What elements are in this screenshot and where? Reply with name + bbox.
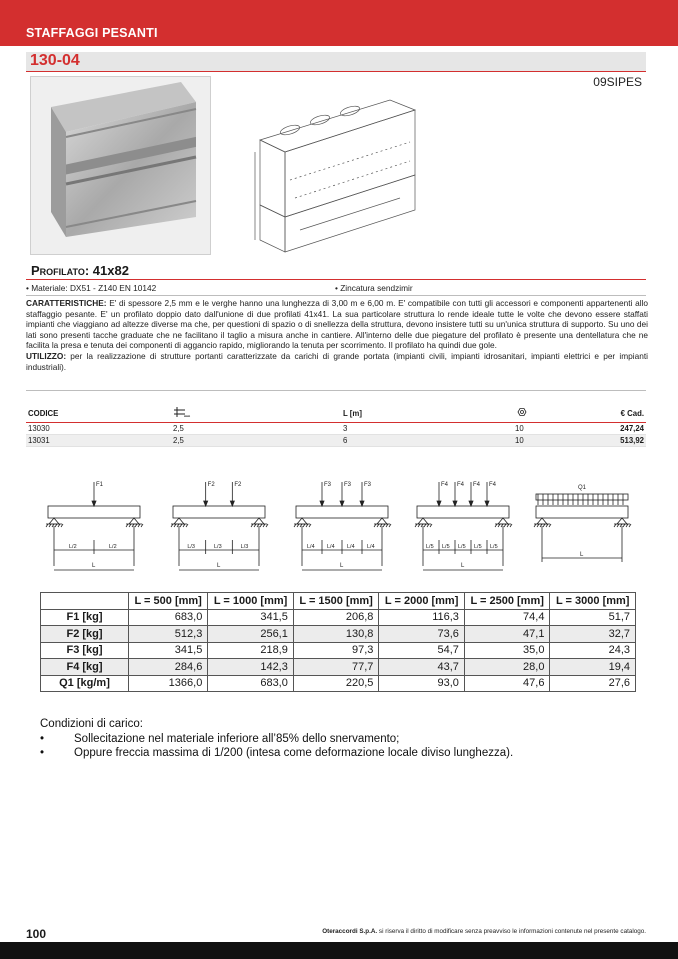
force-label: F2	[207, 482, 215, 488]
force-label: F3	[324, 482, 332, 488]
load-header-corner	[41, 593, 129, 610]
spec-material: • Materiale: DX51 - Z140 EN 10142	[26, 283, 157, 293]
beam	[536, 506, 628, 518]
table-row	[26, 435, 646, 447]
cell-thickness: 2,5	[171, 423, 341, 435]
load-cell: 32,7	[550, 626, 636, 643]
section-header-bar	[0, 0, 678, 46]
cell-length: 6	[341, 435, 513, 447]
load-cell: 51,7	[550, 609, 636, 626]
load-row-label: Q1 [kg/m]	[41, 675, 129, 692]
load-label: Q1	[578, 485, 587, 491]
load-header-1500: L = 1500 [mm]	[293, 593, 379, 610]
load-cell: 19,4	[550, 659, 636, 676]
load-diagram-q1	[530, 478, 642, 578]
col-code: CODICE	[26, 404, 171, 423]
load-cell: 130,8	[293, 626, 379, 643]
load-row	[41, 626, 636, 643]
profile-heading	[31, 263, 129, 278]
divider	[26, 279, 646, 280]
load-row	[41, 609, 636, 626]
load-cell: 47,1	[464, 626, 550, 643]
cell-price: 247,24	[595, 423, 646, 435]
span-label: L/2	[69, 544, 77, 550]
load-header-3000: L = 3000 [mm]	[550, 593, 636, 610]
load-row-label: F4 [kg]	[41, 659, 129, 676]
span-total-label: L	[92, 563, 96, 569]
load-cell: 43,7	[379, 659, 465, 676]
span-total-label: L	[461, 563, 465, 569]
load-cell: 74,4	[464, 609, 550, 626]
footer-company: Oteraccordi S.p.A.	[322, 928, 378, 935]
load-cell: 142,3	[208, 659, 294, 676]
product-code-bar	[26, 52, 646, 72]
load-diagram-f1	[42, 478, 154, 578]
load-cell: 683,0	[129, 609, 208, 626]
beam	[296, 506, 388, 518]
col-price: € Cad.	[595, 404, 646, 423]
load-cell: 256,1	[208, 626, 294, 643]
product-table	[26, 404, 646, 447]
force-label: F4	[441, 482, 449, 488]
force-label: F4	[473, 482, 481, 488]
span-label: L/2	[109, 544, 117, 550]
load-row-label: F3 [kg]	[41, 642, 129, 659]
load-cell: 73,6	[379, 626, 465, 643]
beam	[48, 506, 140, 518]
load-cell: 341,5	[129, 642, 208, 659]
product-table-header	[26, 404, 646, 423]
profile-label: Profilato:	[31, 263, 90, 278]
usage-label: UTILIZZO:	[26, 350, 67, 361]
span-label: L/4	[367, 544, 375, 550]
span-label: L/5	[426, 544, 434, 550]
cell-price: 513,92	[595, 435, 646, 447]
product-code: 130-04	[30, 52, 80, 69]
load-cell: 35,0	[464, 642, 550, 659]
cell-pack: 10	[513, 435, 595, 447]
load-row	[41, 642, 636, 659]
load-cell: 77,7	[293, 659, 379, 676]
section-title: STAFFAGGI PESANTI	[26, 26, 158, 40]
condition-item: • Sollecitazione nel materiale inferiore all’85% dello snervamento;	[40, 732, 513, 747]
load-cell: 47,6	[464, 675, 550, 692]
load-row	[41, 659, 636, 676]
load-row-label: F1 [kg]	[41, 609, 129, 626]
load-header-1000: L = 1000 [mm]	[208, 593, 294, 610]
force-label: F4	[457, 482, 465, 488]
span-label: L/5	[458, 544, 466, 550]
divider	[26, 390, 646, 391]
load-cell: 512,3	[129, 626, 208, 643]
footer-bar	[0, 942, 678, 959]
load-cell: 220,5	[293, 675, 379, 692]
technical-drawing	[250, 80, 425, 255]
footer-note	[322, 928, 646, 935]
span-label: L/3	[240, 544, 249, 550]
spec-coating: • Zincatura sendzimir	[335, 283, 413, 293]
support-left	[415, 518, 432, 527]
distributed-load	[536, 494, 628, 505]
load-header-500: L = 500 [mm]	[129, 593, 208, 610]
force-label: F1	[96, 482, 104, 488]
support-left	[171, 518, 188, 527]
cell-pack: 10	[513, 423, 595, 435]
cell-thickness: 2,5	[171, 435, 341, 447]
load-diagram-f4	[411, 478, 523, 578]
span-label: L/4	[327, 544, 335, 550]
load-header-2500: L = 2500 [mm]	[464, 593, 550, 610]
span-label: L/3	[214, 544, 222, 550]
product-photo	[30, 76, 211, 255]
load-diagram-f3	[290, 478, 402, 578]
load-conditions	[40, 717, 513, 761]
load-header-2000: L = 2000 [mm]	[379, 593, 465, 610]
span-total-label: L	[340, 563, 344, 569]
cell-code: 13030	[26, 423, 171, 435]
beam	[173, 506, 265, 518]
features-text: E' di spessore 2,5 mm e le verghe hanno una lunghezza di 3,00 m e 6,00 m. E' compatibile con tutti gli accessori e componenti appartenenti allo staffaggio pesante. E' un profilato doppio dato dall'unione di due profilati 41x41. La sua particolare struttura lo rende ideale tutte le volte che devono essere staffati impianti che viaggiano ad altezze diverse ma che, per questioni di spazio o di snellezza della struttura, devono insistere tutti su un'unica struttura di supporto. Su uno dei lati sono presenti tacche graduate che ne facilitano il taglio a misura anche in cantiere. All'interno delle due piegature del profilato è presente una dentellatura che ne facilita la presa e tenuta dei componenti di aggancio rapido, migliorando la tenuta per scorrimento. Il profilato ha quindi due gole.	[26, 298, 648, 351]
support-right	[251, 518, 268, 527]
load-cell: 93,0	[379, 675, 465, 692]
page-number: 100	[26, 927, 47, 941]
support-right	[495, 518, 512, 527]
load-cell: 284,6	[129, 659, 208, 676]
load-cell: 27,6	[550, 675, 636, 692]
package-icon	[513, 404, 595, 423]
load-cell: 24,3	[550, 642, 636, 659]
table-row	[26, 423, 646, 435]
support-right	[374, 518, 391, 527]
load-table-header	[41, 593, 636, 610]
cell-length: 3	[341, 423, 513, 435]
usage-text: per la realizzazione di strutture portanti caratterizzate da carichi di grande portata (impianti civili, impianti idrosanitari, impianti elettrici e per impianti industriali).	[26, 350, 648, 372]
load-cell: 683,0	[208, 675, 294, 692]
load-cell: 206,8	[293, 609, 379, 626]
load-row-label: F2 [kg]	[41, 626, 129, 643]
product-sku: 09SIPES	[593, 75, 642, 89]
load-cell: 97,3	[293, 642, 379, 659]
force-label: F3	[344, 482, 352, 488]
load-cell: 218,9	[208, 642, 294, 659]
span-label: L/5	[474, 544, 482, 550]
span-total-label: L	[580, 552, 584, 558]
load-cell: 341,5	[208, 609, 294, 626]
product-description	[26, 298, 648, 372]
load-table	[40, 592, 636, 692]
thickness-icon	[171, 404, 341, 423]
load-cell: 28,0	[464, 659, 550, 676]
profile-value: 41x82	[92, 263, 129, 278]
span-label: L/5	[490, 544, 498, 550]
beam	[417, 506, 509, 518]
span-label: L/4	[347, 544, 355, 550]
support-right	[126, 518, 143, 527]
col-length: L [m]	[341, 404, 513, 423]
span-label: L/4	[307, 544, 315, 550]
load-diagram-f2	[167, 478, 279, 578]
load-row	[41, 675, 636, 692]
span-total-label: L	[217, 563, 221, 569]
support-right	[614, 518, 631, 527]
support-left	[534, 518, 551, 527]
footer-text: si riserva il diritto di modificare senza preavviso le informazioni contenute nel presente catalogo.	[377, 928, 646, 935]
load-cell: 54,7	[379, 642, 465, 659]
support-left	[294, 518, 311, 527]
force-label: F3	[364, 482, 372, 488]
force-label: F4	[489, 482, 497, 488]
conditions-title: Condizioni di carico:	[40, 718, 143, 730]
condition-item: • Oppure freccia massima di 1/200 (intesa come deformazione locale diviso lunghezza).	[40, 746, 513, 761]
load-cell: 116,3	[379, 609, 465, 626]
features-label: CARATTERISTICHE:	[26, 298, 107, 308]
span-label: L/3	[187, 544, 195, 550]
span-label: L/5	[442, 544, 450, 550]
force-label: F2	[234, 482, 242, 488]
cell-code: 13031	[26, 435, 171, 447]
support-left	[46, 518, 63, 527]
svg-text:mm: mm	[184, 414, 191, 418]
divider	[26, 295, 646, 296]
load-cell: 1366,0	[129, 675, 208, 692]
